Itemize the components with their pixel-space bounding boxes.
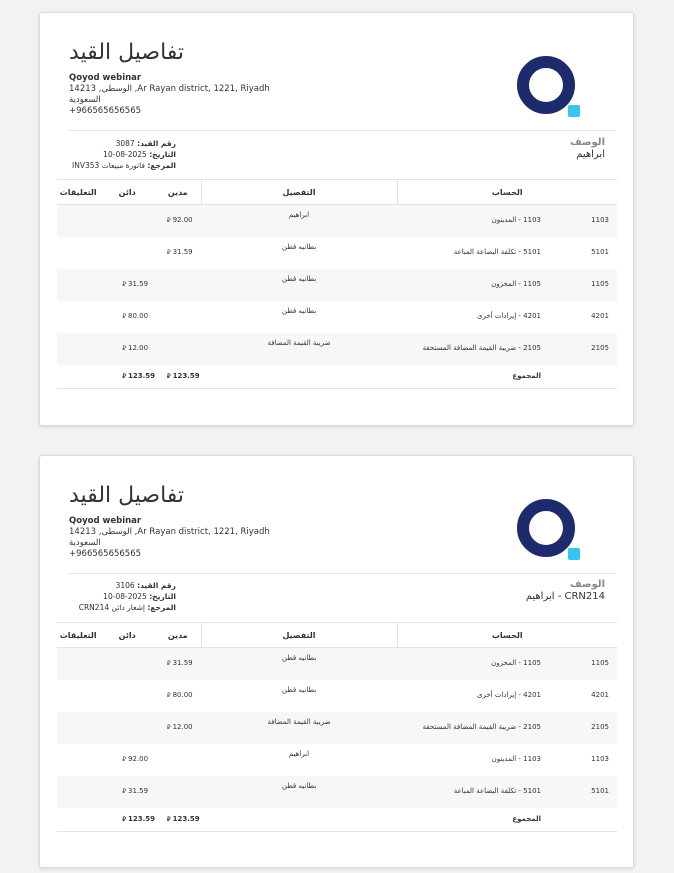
account-code: 4201 bbox=[591, 690, 609, 699]
detail-cell: بطانيه قطن bbox=[201, 269, 397, 301]
journal-entry-card bbox=[39, 455, 634, 868]
credit-cell bbox=[99, 648, 155, 680]
entry-date: 2025-08-10 bbox=[103, 592, 147, 601]
company-info bbox=[69, 73, 299, 117]
detail-cell: بطانيه قطن bbox=[281, 242, 317, 251]
detail-cell: بطانيه قطن bbox=[201, 776, 397, 808]
detail-cell: بطانيه قطن bbox=[281, 306, 317, 315]
debit-value: 12.00 bbox=[172, 722, 193, 731]
debit-cell bbox=[155, 301, 201, 333]
account-name: 4201 - إيرادات أخرى bbox=[477, 690, 541, 699]
credit-cell bbox=[99, 269, 155, 301]
detail-cell: ابراهيم bbox=[201, 205, 397, 237]
comments-cell bbox=[57, 205, 99, 237]
credit-cell bbox=[99, 301, 155, 333]
total-debit bbox=[155, 808, 201, 832]
reference-label: المرجع: bbox=[147, 603, 176, 612]
entry-number: 3087 bbox=[115, 139, 135, 148]
account-name: 4201 - إيرادات أخرى bbox=[477, 311, 541, 320]
account-code: 5101 bbox=[581, 776, 617, 808]
debit-cell bbox=[155, 648, 201, 680]
credit-cell bbox=[99, 680, 155, 712]
journal-entry-card bbox=[39, 12, 634, 426]
entry-number-label: رقم القيد: bbox=[137, 139, 176, 148]
qoyod-logo bbox=[517, 54, 581, 118]
account-name: 1103 - المدينون bbox=[491, 754, 541, 763]
credit-cell bbox=[99, 237, 155, 269]
description-label: الوصف bbox=[569, 579, 605, 590]
riyal-icon: ⃁ bbox=[122, 312, 126, 320]
account-header: الحساب bbox=[397, 180, 617, 205]
comments-header: التعليقات bbox=[57, 623, 99, 648]
comments-cell bbox=[57, 333, 99, 365]
table-row bbox=[57, 680, 617, 712]
total-row bbox=[57, 365, 617, 389]
comments-cell bbox=[57, 269, 99, 301]
detail-cell: ابراهيم bbox=[288, 749, 310, 758]
debit-value: 31.59 bbox=[172, 247, 193, 256]
description bbox=[526, 579, 605, 602]
riyal-icon: ⃁ bbox=[167, 372, 171, 380]
company-country: السعودية bbox=[69, 538, 101, 548]
description-label: الوصف bbox=[569, 137, 605, 148]
riyal-icon: ⃁ bbox=[167, 723, 171, 731]
debit-cell bbox=[155, 712, 201, 744]
account-code: 2105 bbox=[581, 333, 617, 365]
page-title: تفاصيل القيد bbox=[69, 40, 185, 65]
company-phone: +966565656565 bbox=[69, 549, 142, 559]
account-code: 5101 bbox=[591, 247, 609, 256]
table-row bbox=[57, 648, 617, 680]
credit-value: 80.00 bbox=[127, 311, 149, 320]
detail-cell: بطانيه قطن bbox=[281, 685, 317, 694]
account-code: 1105 bbox=[581, 269, 617, 301]
riyal-icon: ⃁ bbox=[167, 691, 171, 699]
debit-cell bbox=[155, 269, 201, 301]
company-country: السعودية bbox=[69, 95, 101, 105]
table-row bbox=[57, 237, 617, 269]
debit-value: 31.59 bbox=[172, 659, 193, 667]
entry-lines-table bbox=[57, 622, 617, 832]
riyal-icon: ⃁ bbox=[122, 815, 126, 823]
date-label: التاريخ: bbox=[149, 592, 176, 601]
debit-cell bbox=[155, 205, 201, 237]
credit-value: 12.00 bbox=[127, 343, 149, 352]
company-name: Qoyod webinar bbox=[69, 516, 142, 526]
comments-cell bbox=[57, 744, 99, 776]
reference-link[interactable]: فاتورة مبيعات INV353 bbox=[72, 161, 145, 170]
credit-header: دائن bbox=[99, 180, 155, 205]
comments-cell bbox=[57, 712, 99, 744]
table-row bbox=[57, 301, 617, 333]
divider bbox=[69, 130, 616, 131]
debit-header: مدين bbox=[155, 623, 201, 648]
credit-cell bbox=[99, 333, 155, 365]
description bbox=[570, 137, 605, 160]
riyal-icon: ⃁ bbox=[167, 217, 171, 224]
riyal-icon: ⃁ bbox=[167, 248, 171, 256]
table-row bbox=[57, 712, 617, 744]
credit-header: دائن bbox=[99, 623, 155, 648]
debit-cell bbox=[155, 776, 201, 808]
page-title: تفاصيل القيد bbox=[69, 483, 185, 508]
account-code: 1103 bbox=[591, 754, 609, 763]
total-credit bbox=[99, 365, 155, 389]
comments-cell bbox=[57, 237, 99, 269]
account-code: 1103 bbox=[581, 205, 617, 237]
account-name: 1105 - المخزون bbox=[397, 269, 581, 301]
qoyod-logo bbox=[517, 497, 581, 561]
detail-header: التفصيل bbox=[201, 180, 397, 205]
company-address: 14213 ,الوسطى ,Ar Rayan district, 1221, Riyadh bbox=[69, 527, 270, 537]
debit-header: مدين bbox=[155, 180, 201, 205]
entry-meta bbox=[64, 580, 264, 613]
company-phone: +966565656565 bbox=[69, 106, 142, 116]
entry-number: 3106 bbox=[115, 581, 135, 590]
entry-lines-table bbox=[57, 179, 617, 389]
table-row bbox=[57, 269, 617, 301]
total-debit-value: 123.59 bbox=[172, 814, 200, 823]
company-info bbox=[69, 516, 299, 560]
total-row bbox=[57, 808, 617, 832]
total-credit-value: 123.59 bbox=[127, 371, 155, 380]
riyal-icon: ⃁ bbox=[167, 660, 171, 667]
table-row bbox=[57, 333, 617, 365]
debit-value: 80.00 bbox=[172, 690, 193, 699]
table-row bbox=[57, 744, 617, 776]
comments-cell bbox=[57, 648, 99, 680]
date-label: التاريخ: bbox=[149, 150, 176, 159]
total-debit-value: 123.59 bbox=[172, 371, 200, 380]
detail-header: التفصيل bbox=[201, 623, 397, 648]
debit-cell bbox=[155, 744, 201, 776]
company-name: Qoyod webinar bbox=[69, 73, 142, 83]
credit-cell bbox=[99, 744, 155, 776]
company-address: 14213 ,الوسطى ,Ar Rayan district, 1221, Riyadh bbox=[69, 84, 270, 94]
riyal-icon: ⃁ bbox=[167, 815, 171, 823]
credit-value: 31.59 bbox=[127, 786, 149, 795]
detail-cell: بطانيه قطن bbox=[201, 648, 397, 680]
reference-link[interactable]: إشعار دائن CRN214 bbox=[78, 603, 145, 612]
riyal-icon: ⃁ bbox=[122, 344, 126, 352]
entry-number-label: رقم القيد: bbox=[137, 581, 176, 590]
debit-cell bbox=[155, 680, 201, 712]
table-header bbox=[57, 180, 617, 205]
account-name: 1105 - المخزون bbox=[397, 648, 581, 680]
account-header: الحساب bbox=[397, 623, 617, 648]
account-name: 1103 - المدينون bbox=[397, 205, 581, 237]
riyal-icon: ⃁ bbox=[122, 787, 126, 795]
account-code: 1105 bbox=[581, 648, 617, 680]
account-name: 5101 - تكلفة البضاعة المباعة bbox=[453, 247, 541, 256]
debit-value: 92.00 bbox=[172, 216, 193, 224]
total-label: المجموع bbox=[397, 365, 581, 389]
table-row bbox=[57, 205, 617, 237]
total-debit bbox=[155, 365, 201, 389]
total-label: المجموع bbox=[397, 808, 581, 832]
description-value: ابراهيم bbox=[576, 149, 605, 160]
credit-cell bbox=[99, 776, 155, 808]
debit-cell bbox=[155, 237, 201, 269]
total-credit bbox=[99, 808, 155, 832]
riyal-icon: ⃁ bbox=[122, 280, 126, 288]
detail-cell: ضريبة القيمة المضافة bbox=[201, 712, 397, 744]
account-name: 2105 - ضريبة القيمة المضافة المستحقة bbox=[397, 333, 581, 365]
credit-value: 31.59 bbox=[127, 279, 149, 288]
credit-cell bbox=[99, 712, 155, 744]
comments-header: التعليقات bbox=[57, 180, 99, 205]
account-name: 5101 - تكلفة البضاعة المباعة bbox=[397, 776, 581, 808]
description-value: ابراهيم - CRN214 bbox=[525, 591, 605, 602]
comments-cell bbox=[57, 776, 99, 808]
account-name: 2105 - ضريبة القيمة المضافة المستحقة bbox=[397, 712, 581, 744]
comments-cell bbox=[57, 680, 99, 712]
table-row bbox=[57, 776, 617, 808]
entry-date: 2025-08-10 bbox=[103, 150, 147, 159]
debit-cell bbox=[155, 333, 201, 365]
comments-cell bbox=[57, 301, 99, 333]
riyal-icon: ⃁ bbox=[122, 372, 126, 380]
divider bbox=[69, 573, 616, 574]
account-code: 4201 bbox=[591, 311, 609, 320]
detail-cell: ضريبة القيمة المضافة bbox=[201, 333, 397, 365]
reference-label: المرجع: bbox=[147, 161, 176, 170]
entry-meta bbox=[64, 138, 264, 171]
credit-cell bbox=[99, 205, 155, 237]
table-header bbox=[57, 623, 617, 648]
total-credit-value: 123.59 bbox=[127, 814, 155, 823]
account-code: 2105 bbox=[581, 712, 617, 744]
riyal-icon: ⃁ bbox=[122, 755, 126, 763]
credit-value: 92.00 bbox=[127, 754, 149, 763]
